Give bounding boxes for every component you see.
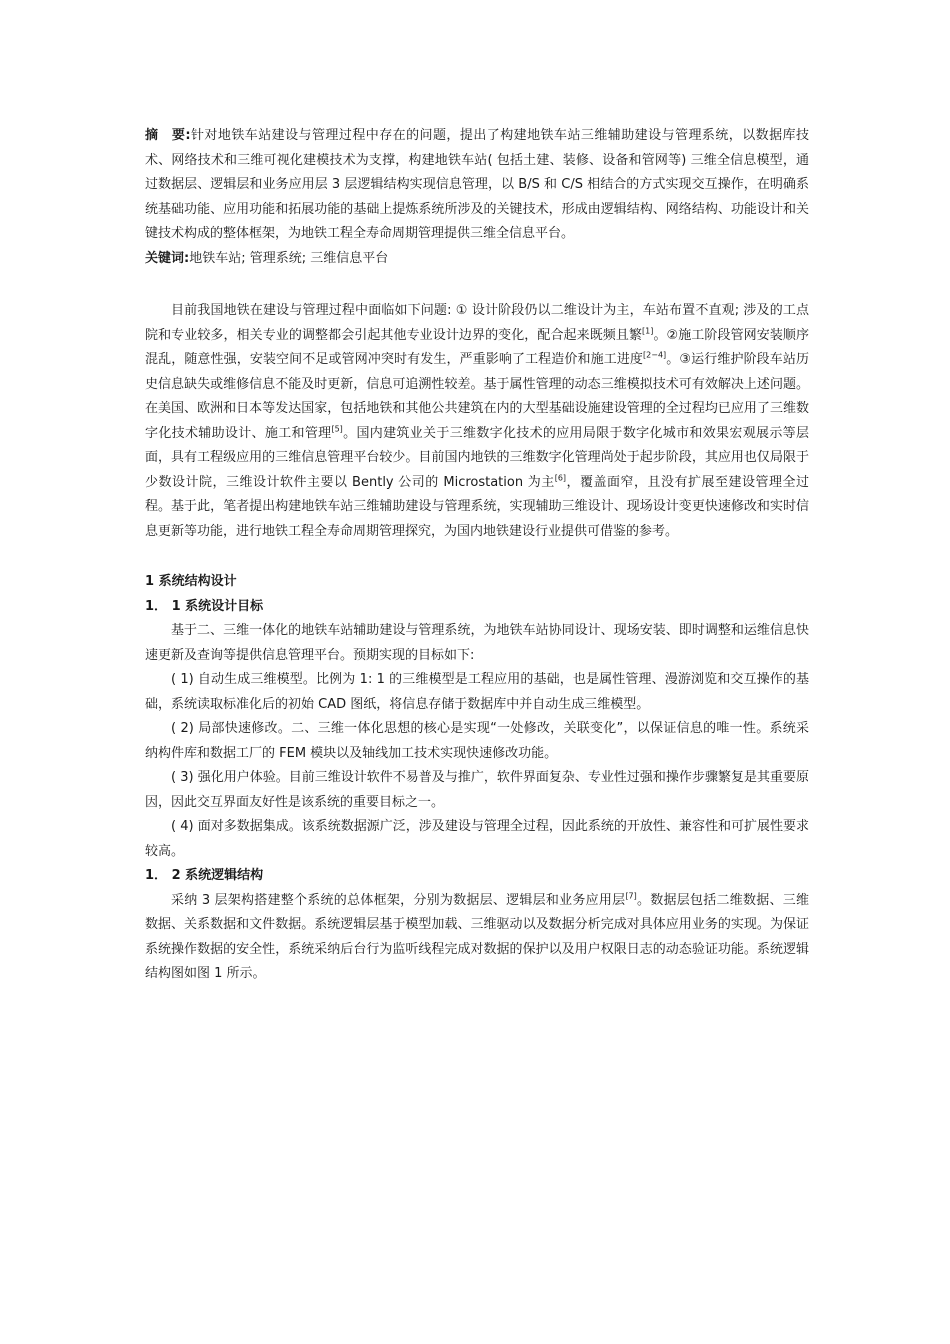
citation-4: [6] bbox=[554, 473, 567, 483]
paper-page bbox=[145, 124, 809, 987]
section-1-1-intro: 基于二、三维一体化的地铁车站辅助建设与管理系统，为地铁车站协同设计、现场安装、即时调整和运维信息快速更新及查询等提供信息管理平台。预期实现的目标如下: bbox=[145, 623, 809, 663]
keywords-label: 关键词: bbox=[145, 250, 190, 266]
abstract-label: 摘 要: bbox=[145, 128, 191, 143]
citation-3: [5] bbox=[331, 424, 343, 434]
intro-text-2: 。②施工阶段管网安装顺序混乱，随意性强，安装空间不足或管网冲突时有发生，严重影响了工程造价和施工进度 bbox=[145, 327, 809, 367]
intro-text-5: ，覆盖面窄，且没有扩展至建设管理全过程。基于此，笔者提出构建地铁车站三维辅助建设与管理系统，实现辅助三维设计、现场设计变更快速修改和实时信息更新等功能，进行地铁工程全寿命周期管理探究，为国内地铁建设行业提供可借鉴的参考。 bbox=[145, 474, 809, 539]
section-1-2-title: 1． 2 系统逻辑结构 bbox=[145, 868, 264, 883]
citation-1: [1] bbox=[642, 326, 654, 336]
abstract-text: 针对地铁车站建设与管理过程中存在的问题，提出了构建地铁车站三维辅助建设与管理系统，以数据库技术、网络技术和三维可视化建模技术为支撑，构建地铁车站( 包括土建、装修、设备和管网等) 三维全信息模型，通过数据层、逻辑层和业务应用层 3 层逻辑结构实现信息管理，以 B/S 和 C/S 相结合的方式实现交互操作，在明确系统基础功能、应用功能和拓展功能的基础上提炼系统所涉及的关键技术，形成由逻辑结构、网络结构、功能设计和关键技术构成的整体框架，为地铁工程全寿命周期管理提供三维全信息平台。 bbox=[145, 128, 809, 241]
citation-7: [7] bbox=[625, 891, 637, 901]
keywords-text: 地铁车站; 管理系统; 三维信息平台 bbox=[189, 250, 389, 266]
goal-3: ( 3) 强化用户体验。目前三维设计软件不易普及与推广，软件界面复杂、专业性过强和操作步骤繁复是其重要原因，因此交互界面友好性是该系统的重要目标之一。 bbox=[145, 770, 809, 810]
section-1-title: 1 系统结构设计 bbox=[145, 574, 237, 589]
citation-2: [2−4] bbox=[643, 350, 667, 360]
intro-text-3: 。③运行维护阶段车站历史信息缺失或维修信息不能及时更新，信息可追溯性较差。基于属性管理的动态三维模拟技术可有效解决上述问题。在美国、欧洲和日本等发达国家，包括地铁和其他公共建筑在内的大型基础设施建设管理的全过程均已应用了三维数字化技术辅助设计、施工和管理 bbox=[145, 352, 809, 441]
goal-1: ( 1) 自动生成三维模型。比例为 1: 1 的三维模型是工程应用的基础，也是属性管理、漫游浏览和交互操作的基础，系统读取标准化后的初始 CAD 图纸，将信息存储于数据库中并自动生成三维模型。 bbox=[145, 672, 809, 712]
intro-paragraph bbox=[145, 299, 809, 544]
keywords bbox=[145, 247, 809, 272]
section-1-2-text-1: 采纳 3 层架构搭建整个系统的总体框架，分别为数据层、逻辑层和业务应用层 bbox=[171, 892, 626, 908]
section-1-2-text-2: 。数据层包括二维数据、三维数据、关系数据和文件数据。系统逻辑层基于模型加载、三维驱动以及数据分析完成对具体应用业务的实现。为保证系统操作数据的安全性，系统采纳后台行为监听线程完成对数据的保护以及用户权限日志的动态验证功能。系统逻辑结构图如图 1 所示。 bbox=[145, 892, 809, 981]
goal-4: ( 4) 面对多数据集成。该系统数据源广泛，涉及建设与管理全过程，因此系统的开放性、兼容性和可扩展性要求较高。 bbox=[145, 819, 809, 859]
intro-text-1: 目前我国地铁在建设与管理过程中面临如下问题: ① 设计阶段仍以二维设计为主，车站布置不直观; 涉及的工点院和专业较多，相关专业的调整都会引起其他专业设计边界的变化，配合起来既频且繁 bbox=[145, 303, 809, 343]
intro-text-4: 。国内建筑业关于三维数字化技术的应用局限于数字化城市和效果宏观展示等层面，具有工程级应用的三维信息管理平台较少。目前国内地铁的三维数字化管理尚处于起步阶段，其应用也仅局限于少数设计院，三维设计软件主要以 Bently 公司的 Microstation 为主 bbox=[145, 425, 809, 490]
section-1-1-title: 1． 1 系统设计目标 bbox=[145, 598, 264, 614]
goal-2: ( 2) 局部快速修改。二、三维一体化思想的核心是实现“一处修改，关联变化”，以保证信息的唯一性。系统采纳构件库和数据工厂的 FEM 模块以及轴线加工技术实现快速修改功能。 bbox=[145, 721, 809, 761]
section-1-2-paragraph bbox=[145, 889, 809, 987]
abstract bbox=[145, 124, 809, 247]
